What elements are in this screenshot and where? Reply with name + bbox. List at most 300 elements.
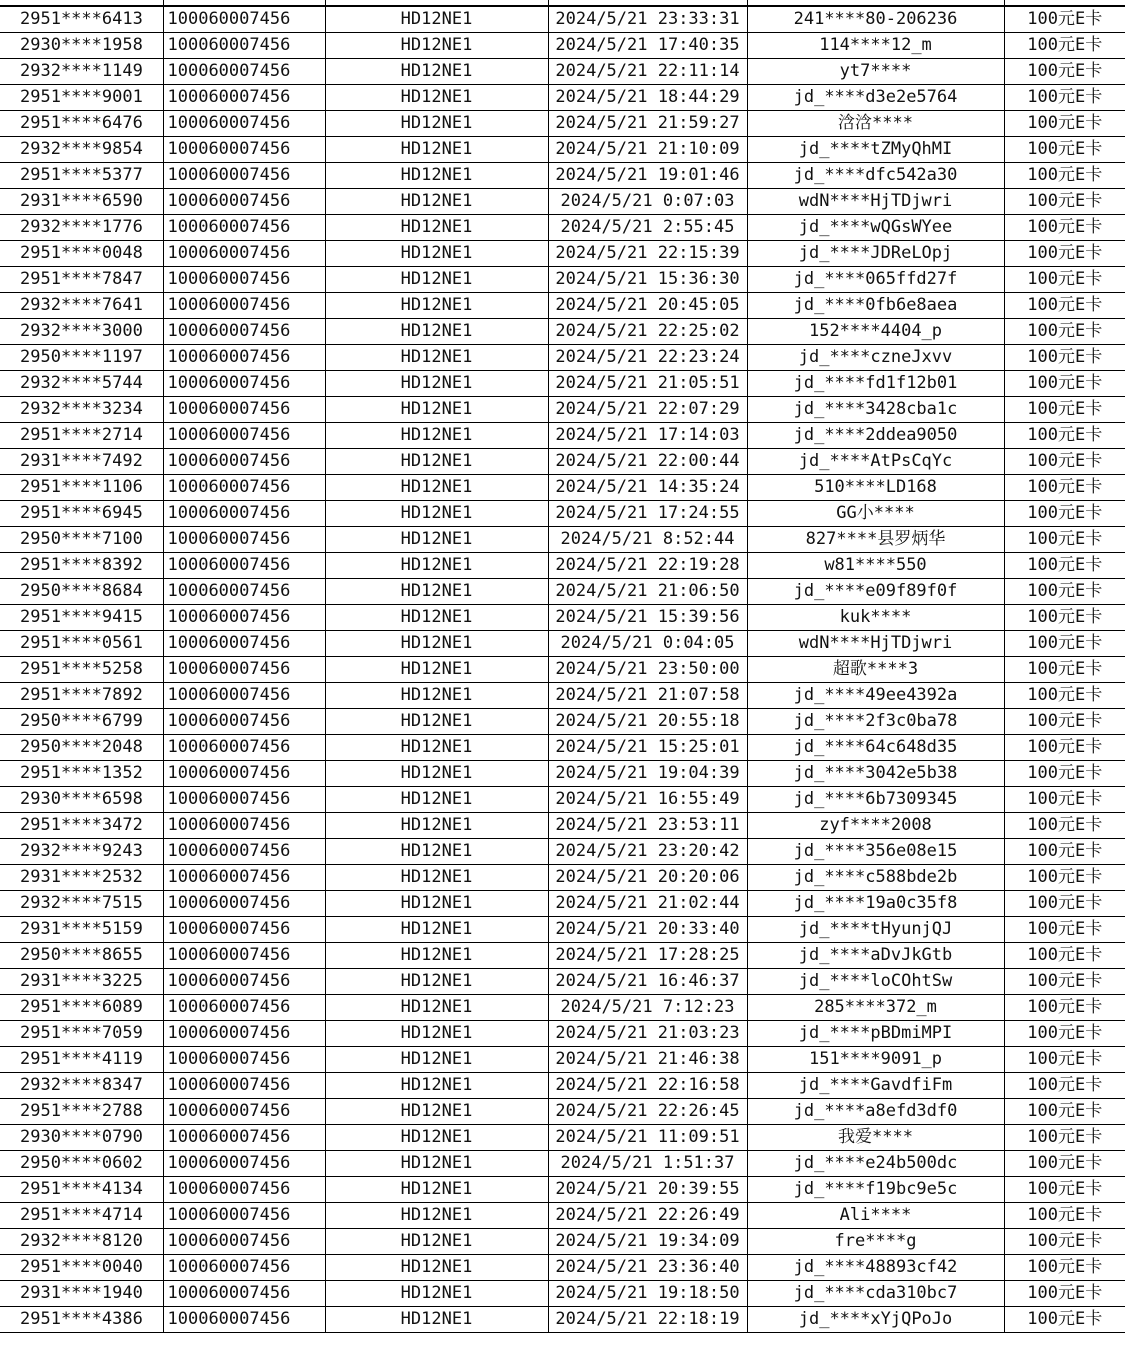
sku-cell: 100060007456: [163, 839, 325, 865]
card-type-cell: 100元E卡: [1004, 1307, 1125, 1333]
order-id-cell: 2950****0602: [0, 1151, 163, 1177]
order-id-cell: 2951****7059: [0, 1021, 163, 1047]
code-cell: HD12NE1: [325, 33, 548, 59]
card-type-cell: 100元E卡: [1004, 293, 1125, 319]
time-cell: 2024/5/21 22:16:58: [548, 1073, 747, 1099]
order-id-cell: 2930****1958: [0, 33, 163, 59]
card-type-cell: 100元E卡: [1004, 943, 1125, 969]
order-id-cell: 2951****4386: [0, 1307, 163, 1333]
time-cell: 2024/5/21 21:03:23: [548, 1021, 747, 1047]
user-cell: jd_****f19bc9e5c: [747, 1177, 1004, 1203]
user-cell: jd_****356e08e15: [747, 839, 1004, 865]
table-row: [0, 761, 1125, 787]
order-id-cell: 2951****5258: [0, 657, 163, 683]
time-cell: 2024/5/21 15:36:30: [548, 267, 747, 293]
sku-cell: 100060007456: [163, 527, 325, 553]
sku-cell: 100060007456: [163, 241, 325, 267]
card-type-cell: 100元E卡: [1004, 397, 1125, 423]
time-cell: 2024/5/21 22:11:14: [548, 59, 747, 85]
card-type-cell: 100元E卡: [1004, 995, 1125, 1021]
card-type-cell: 100元E卡: [1004, 735, 1125, 761]
code-cell: HD12NE1: [325, 137, 548, 163]
order-id-cell: 2932****7515: [0, 891, 163, 917]
card-type-cell: 100元E卡: [1004, 111, 1125, 137]
time-cell: 2024/5/21 19:01:46: [548, 163, 747, 189]
time-cell: 2024/5/21 22:15:39: [548, 241, 747, 267]
time-cell: 2024/5/21 21:46:38: [548, 1047, 747, 1073]
time-cell: 2024/5/21 0:04:05: [548, 631, 747, 657]
table-row: [0, 1255, 1125, 1281]
card-type-cell: 100元E卡: [1004, 683, 1125, 709]
code-cell: HD12NE1: [325, 1203, 548, 1229]
card-type-cell: 100元E卡: [1004, 631, 1125, 657]
table-row: [0, 189, 1125, 215]
order-id-cell: 2951****4134: [0, 1177, 163, 1203]
order-id-cell: 2951****6945: [0, 501, 163, 527]
order-id-cell: 2950****7100: [0, 527, 163, 553]
card-type-cell: 100元E卡: [1004, 761, 1125, 787]
code-cell: HD12NE1: [325, 657, 548, 683]
code-cell: HD12NE1: [325, 345, 548, 371]
time-cell: 2024/5/21 23:50:00: [548, 657, 747, 683]
card-type-cell: 100元E卡: [1004, 423, 1125, 449]
order-id-cell: 2950****2048: [0, 735, 163, 761]
card-type-cell: 100元E卡: [1004, 33, 1125, 59]
user-cell: wdN****HjTDjwri: [747, 631, 1004, 657]
sku-cell: 100060007456: [163, 137, 325, 163]
user-cell: jd_****wQGsWYee: [747, 215, 1004, 241]
time-cell: 2024/5/21 17:24:55: [548, 501, 747, 527]
user-cell: jd_****19a0c35f8: [747, 891, 1004, 917]
user-cell: wdN****HjTDjwri: [747, 189, 1004, 215]
card-type-cell: 100元E卡: [1004, 501, 1125, 527]
time-cell: 2024/5/21 23:36:40: [548, 1255, 747, 1281]
order-id-cell: 2951****6089: [0, 995, 163, 1021]
sku-cell: 100060007456: [163, 709, 325, 735]
sku-cell: 100060007456: [163, 657, 325, 683]
table-row: [0, 1229, 1125, 1255]
sku-cell: 100060007456: [163, 787, 325, 813]
sku-cell: 100060007456: [163, 1125, 325, 1151]
table-row: [0, 891, 1125, 917]
user-cell: jd_****e24b500dc: [747, 1151, 1004, 1177]
card-type-cell: 100元E卡: [1004, 1099, 1125, 1125]
sku-cell: 100060007456: [163, 605, 325, 631]
sku-cell: 100060007456: [163, 969, 325, 995]
code-cell: HD12NE1: [325, 501, 548, 527]
table-row: [0, 995, 1125, 1021]
code-cell: HD12NE1: [325, 813, 548, 839]
card-type-cell: 100元E卡: [1004, 241, 1125, 267]
sku-cell: 100060007456: [163, 1255, 325, 1281]
time-cell: 2024/5/21 17:14:03: [548, 423, 747, 449]
table-row: [0, 943, 1125, 969]
time-cell: 2024/5/21 20:33:40: [548, 917, 747, 943]
order-id-cell: 2951****5377: [0, 163, 163, 189]
time-cell: 2024/5/21 20:39:55: [548, 1177, 747, 1203]
order-id-cell: 2932****5744: [0, 371, 163, 397]
user-cell: 114****12_m: [747, 33, 1004, 59]
user-cell: jd_****48893cf42: [747, 1255, 1004, 1281]
order-id-cell: 2951****4119: [0, 1047, 163, 1073]
table-row: [0, 7, 1125, 33]
user-cell: 510****LD168: [747, 475, 1004, 501]
order-id-cell: 2931****5159: [0, 917, 163, 943]
table-row: [0, 1203, 1125, 1229]
code-cell: HD12NE1: [325, 319, 548, 345]
table-row: [0, 137, 1125, 163]
order-id-cell: 2951****0040: [0, 1255, 163, 1281]
table-row: [0, 241, 1125, 267]
user-cell: jd_****6b7309345: [747, 787, 1004, 813]
time-cell: 2024/5/21 7:12:23: [548, 995, 747, 1021]
card-type-cell: 100元E卡: [1004, 189, 1125, 215]
order-id-cell: 2951****1106: [0, 475, 163, 501]
table-row: [0, 1281, 1125, 1307]
code-cell: HD12NE1: [325, 891, 548, 917]
order-id-cell: 2951****3472: [0, 813, 163, 839]
table-row: [0, 787, 1125, 813]
user-cell: jd_****JDReLOpj: [747, 241, 1004, 267]
code-cell: HD12NE1: [325, 1177, 548, 1203]
sku-cell: 100060007456: [163, 1229, 325, 1255]
code-cell: HD12NE1: [325, 943, 548, 969]
card-type-cell: 100元E卡: [1004, 1021, 1125, 1047]
order-id-cell: 2950****8655: [0, 943, 163, 969]
order-id-cell: 2951****7847: [0, 267, 163, 293]
table-row: [0, 1177, 1125, 1203]
code-cell: HD12NE1: [325, 111, 548, 137]
table-row: [0, 813, 1125, 839]
user-cell: jd_****49ee4392a: [747, 683, 1004, 709]
sku-cell: 100060007456: [163, 995, 325, 1021]
time-cell: 2024/5/21 16:55:49: [548, 787, 747, 813]
user-cell: jd_****2ddea9050: [747, 423, 1004, 449]
sku-cell: 100060007456: [163, 449, 325, 475]
sku-cell: 100060007456: [163, 579, 325, 605]
card-type-cell: 100元E卡: [1004, 1255, 1125, 1281]
user-cell: jd_****065ffd27f: [747, 267, 1004, 293]
sku-cell: 100060007456: [163, 761, 325, 787]
order-id-cell: 2951****4714: [0, 1203, 163, 1229]
order-id-cell: 2951****2714: [0, 423, 163, 449]
card-type-cell: 100元E卡: [1004, 215, 1125, 241]
order-id-cell: 2931****3225: [0, 969, 163, 995]
order-id-cell: 2932****1776: [0, 215, 163, 241]
code-cell: HD12NE1: [325, 1281, 548, 1307]
order-id-cell: 2951****6476: [0, 111, 163, 137]
code-cell: HD12NE1: [325, 709, 548, 735]
time-cell: 2024/5/21 20:55:18: [548, 709, 747, 735]
card-type-cell: 100元E卡: [1004, 553, 1125, 579]
code-cell: HD12NE1: [325, 1047, 548, 1073]
order-id-cell: 2932****8347: [0, 1073, 163, 1099]
code-cell: HD12NE1: [325, 735, 548, 761]
user-cell: w81****550: [747, 553, 1004, 579]
sku-cell: 100060007456: [163, 1073, 325, 1099]
code-cell: HD12NE1: [325, 1229, 548, 1255]
user-cell: 152****4404_p: [747, 319, 1004, 345]
code-cell: HD12NE1: [325, 579, 548, 605]
order-id-cell: 2932****7641: [0, 293, 163, 319]
table-row: [0, 475, 1125, 501]
time-cell: 2024/5/21 21:06:50: [548, 579, 747, 605]
user-cell: jd_****3428cba1c: [747, 397, 1004, 423]
table-row: [0, 59, 1125, 85]
sku-cell: 100060007456: [163, 189, 325, 215]
table-row: [0, 527, 1125, 553]
time-cell: 2024/5/21 8:52:44: [548, 527, 747, 553]
card-type-cell: 100元E卡: [1004, 1281, 1125, 1307]
card-type-cell: 100元E卡: [1004, 7, 1125, 33]
time-cell: 2024/5/21 18:44:29: [548, 85, 747, 111]
code-cell: HD12NE1: [325, 865, 548, 891]
sku-cell: 100060007456: [163, 85, 325, 111]
code-cell: HD12NE1: [325, 267, 548, 293]
user-cell: jd_****AtPsCqYc: [747, 449, 1004, 475]
card-type-cell: 100元E卡: [1004, 527, 1125, 553]
sku-cell: 100060007456: [163, 553, 325, 579]
table-row: [0, 293, 1125, 319]
sku-cell: 100060007456: [163, 267, 325, 293]
time-cell: 2024/5/21 19:18:50: [548, 1281, 747, 1307]
sku-cell: 100060007456: [163, 475, 325, 501]
user-cell: jd_****fd1f12b01: [747, 371, 1004, 397]
card-type-cell: 100元E卡: [1004, 137, 1125, 163]
card-type-cell: 100元E卡: [1004, 839, 1125, 865]
card-type-cell: 100元E卡: [1004, 1073, 1125, 1099]
time-cell: 2024/5/21 23:33:31: [548, 7, 747, 33]
code-cell: HD12NE1: [325, 553, 548, 579]
user-cell: jd_****loCOhtSw: [747, 969, 1004, 995]
order-id-cell: 2950****8684: [0, 579, 163, 605]
sku-cell: 100060007456: [163, 813, 325, 839]
order-id-cell: 2951****2788: [0, 1099, 163, 1125]
sku-cell: 100060007456: [163, 1177, 325, 1203]
code-cell: HD12NE1: [325, 969, 548, 995]
table-row: [0, 553, 1125, 579]
user-cell: Ali****: [747, 1203, 1004, 1229]
table-row: [0, 163, 1125, 189]
code-cell: HD12NE1: [325, 1021, 548, 1047]
table-row: [0, 33, 1125, 59]
user-cell: jd_****czneJxvv: [747, 345, 1004, 371]
order-id-cell: 2951****0048: [0, 241, 163, 267]
table-row: [0, 85, 1125, 111]
order-id-cell: 2951****0561: [0, 631, 163, 657]
table-row: [0, 969, 1125, 995]
table-row: [0, 345, 1125, 371]
table-row: [0, 1307, 1125, 1333]
user-cell: 241****80-206236: [747, 7, 1004, 33]
table-row: [0, 579, 1125, 605]
table-row: [0, 709, 1125, 735]
time-cell: 2024/5/21 21:05:51: [548, 371, 747, 397]
table-row: [0, 215, 1125, 241]
card-type-cell: 100元E卡: [1004, 657, 1125, 683]
time-cell: 2024/5/21 21:10:09: [548, 137, 747, 163]
order-id-cell: 2932****9854: [0, 137, 163, 163]
table-row: [0, 1151, 1125, 1177]
code-cell: HD12NE1: [325, 527, 548, 553]
time-cell: 2024/5/21 22:23:24: [548, 345, 747, 371]
sku-cell: 100060007456: [163, 1281, 325, 1307]
code-cell: HD12NE1: [325, 1125, 548, 1151]
table-row: [0, 657, 1125, 683]
card-type-cell: 100元E卡: [1004, 787, 1125, 813]
sku-cell: 100060007456: [163, 891, 325, 917]
user-cell: jd_****cda310bc7: [747, 1281, 1004, 1307]
time-cell: 2024/5/21 2:55:45: [548, 215, 747, 241]
sku-cell: 100060007456: [163, 319, 325, 345]
time-cell: 2024/5/21 17:28:25: [548, 943, 747, 969]
order-id-cell: 2951****9415: [0, 605, 163, 631]
order-id-cell: 2932****3234: [0, 397, 163, 423]
code-cell: HD12NE1: [325, 241, 548, 267]
code-cell: HD12NE1: [325, 917, 548, 943]
table-row: [0, 449, 1125, 475]
table-row: [0, 865, 1125, 891]
card-type-cell: 100元E卡: [1004, 1047, 1125, 1073]
time-cell: 2024/5/21 23:53:11: [548, 813, 747, 839]
user-cell: fre****g: [747, 1229, 1004, 1255]
user-cell: jd_****c588bde2b: [747, 865, 1004, 891]
time-cell: 2024/5/21 0:07:03: [548, 189, 747, 215]
sku-cell: 100060007456: [163, 163, 325, 189]
time-cell: 2024/5/21 15:39:56: [548, 605, 747, 631]
sku-cell: 100060007456: [163, 1203, 325, 1229]
user-cell: yt7****: [747, 59, 1004, 85]
sku-cell: 100060007456: [163, 215, 325, 241]
order-id-cell: 2930****6598: [0, 787, 163, 813]
user-cell: jd_****0fb6e8aea: [747, 293, 1004, 319]
order-id-cell: 2951****9001: [0, 85, 163, 111]
time-cell: 2024/5/21 22:26:49: [548, 1203, 747, 1229]
code-cell: HD12NE1: [325, 371, 548, 397]
user-cell: jd_****GavdfiFm: [747, 1073, 1004, 1099]
user-cell: jd_****d3e2e5764: [747, 85, 1004, 111]
table-row: [0, 501, 1125, 527]
card-type-cell: 100元E卡: [1004, 59, 1125, 85]
time-cell: 2024/5/21 22:18:19: [548, 1307, 747, 1333]
user-cell: jd_****dfc542a30: [747, 163, 1004, 189]
time-cell: 2024/5/21 16:46:37: [548, 969, 747, 995]
user-cell: jd_****tHyunjQJ: [747, 917, 1004, 943]
user-cell: jd_****3042e5b38: [747, 761, 1004, 787]
sku-cell: 100060007456: [163, 631, 325, 657]
order-id-cell: 2932****1149: [0, 59, 163, 85]
code-cell: HD12NE1: [325, 423, 548, 449]
sku-cell: 100060007456: [163, 865, 325, 891]
code-cell: HD12NE1: [325, 7, 548, 33]
cut-off-row: [0, 0, 1125, 6]
sku-cell: 100060007456: [163, 371, 325, 397]
code-cell: HD12NE1: [325, 839, 548, 865]
order-id-cell: 2930****0790: [0, 1125, 163, 1151]
user-cell: zyf****2008: [747, 813, 1004, 839]
card-type-cell: 100元E卡: [1004, 475, 1125, 501]
user-cell: 285****372_m: [747, 995, 1004, 1021]
table-row: [0, 1125, 1125, 1151]
table-row: [0, 917, 1125, 943]
card-type-cell: 100元E卡: [1004, 813, 1125, 839]
table-row: [0, 605, 1125, 631]
card-type-cell: 100元E卡: [1004, 345, 1125, 371]
table-row: [0, 1021, 1125, 1047]
sku-cell: 100060007456: [163, 501, 325, 527]
card-type-cell: 100元E卡: [1004, 1151, 1125, 1177]
code-cell: HD12NE1: [325, 1307, 548, 1333]
code-cell: HD12NE1: [325, 1255, 548, 1281]
time-cell: 2024/5/21 19:34:09: [548, 1229, 747, 1255]
sku-cell: 100060007456: [163, 943, 325, 969]
card-type-cell: 100元E卡: [1004, 319, 1125, 345]
time-cell: 2024/5/21 22:07:29: [548, 397, 747, 423]
sku-cell: 100060007456: [163, 1021, 325, 1047]
code-cell: HD12NE1: [325, 787, 548, 813]
order-id-cell: 2950****1197: [0, 345, 163, 371]
card-type-cell: 100元E卡: [1004, 163, 1125, 189]
code-cell: HD12NE1: [325, 163, 548, 189]
time-cell: 2024/5/21 17:40:35: [548, 33, 747, 59]
order-id-cell: 2931****7492: [0, 449, 163, 475]
table-row: [0, 371, 1125, 397]
card-type-cell: 100元E卡: [1004, 85, 1125, 111]
order-id-cell: 2951****7892: [0, 683, 163, 709]
card-type-cell: 100元E卡: [1004, 267, 1125, 293]
code-cell: HD12NE1: [325, 1151, 548, 1177]
card-type-cell: 100元E卡: [1004, 1229, 1125, 1255]
code-cell: HD12NE1: [325, 761, 548, 787]
time-cell: 2024/5/21 22:26:45: [548, 1099, 747, 1125]
card-type-cell: 100元E卡: [1004, 605, 1125, 631]
card-type-cell: 100元E卡: [1004, 579, 1125, 605]
card-type-cell: 100元E卡: [1004, 969, 1125, 995]
time-cell: 2024/5/21 1:51:37: [548, 1151, 747, 1177]
table-row: [0, 735, 1125, 761]
sku-cell: 100060007456: [163, 59, 325, 85]
user-cell: jd_****tZMyQhMI: [747, 137, 1004, 163]
user-cell: jd_****aDvJkGtb: [747, 943, 1004, 969]
user-cell: jd_****xYjQPoJo: [747, 1307, 1004, 1333]
user-cell: 151****9091_p: [747, 1047, 1004, 1073]
user-cell: kuk****: [747, 605, 1004, 631]
sku-cell: 100060007456: [163, 7, 325, 33]
card-type-cell: 100元E卡: [1004, 891, 1125, 917]
time-cell: 2024/5/21 22:25:02: [548, 319, 747, 345]
table-row: [0, 631, 1125, 657]
order-id-cell: 2931****1940: [0, 1281, 163, 1307]
sku-cell: 100060007456: [163, 1151, 325, 1177]
sku-cell: 100060007456: [163, 1047, 325, 1073]
user-cell: 827****县罗炳华: [747, 527, 1004, 553]
table-row: [0, 1073, 1125, 1099]
order-id-cell: 2932****3000: [0, 319, 163, 345]
code-cell: HD12NE1: [325, 59, 548, 85]
time-cell: 2024/5/21 22:19:28: [548, 553, 747, 579]
card-type-cell: 100元E卡: [1004, 1203, 1125, 1229]
order-id-cell: 2932****9243: [0, 839, 163, 865]
sku-cell: 100060007456: [163, 735, 325, 761]
order-table: [0, 6, 1125, 1333]
code-cell: HD12NE1: [325, 215, 548, 241]
time-cell: 2024/5/21 21:07:58: [548, 683, 747, 709]
time-cell: 2024/5/21 20:20:06: [548, 865, 747, 891]
sku-cell: 100060007456: [163, 423, 325, 449]
sku-cell: 100060007456: [163, 345, 325, 371]
order-id-cell: 2931****2532: [0, 865, 163, 891]
order-id-cell: 2950****6799: [0, 709, 163, 735]
